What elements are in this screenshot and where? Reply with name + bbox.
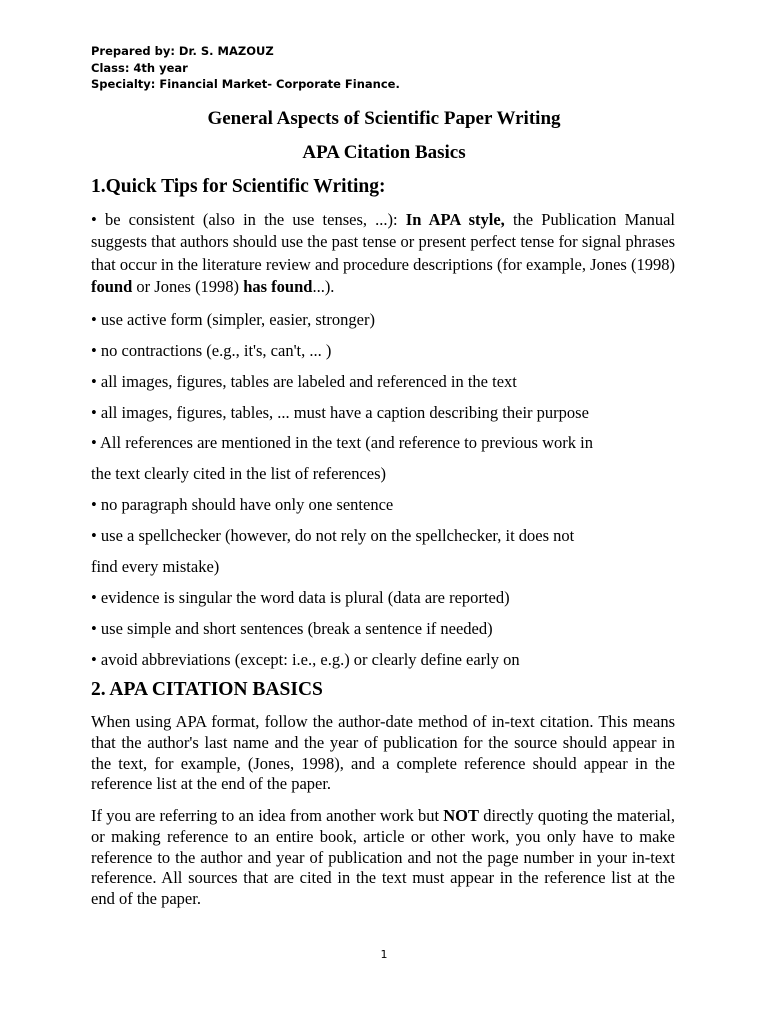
tip-line: • no contractions (e.g., it's, can't, ... ) xyxy=(91,341,332,360)
section2-heading: 2. APA CITATION BASICS xyxy=(91,679,323,700)
first-tip-paragraph: • be consistent (also in the use tenses, ...): In APA style, the Publication Manual suggests that authors should use the past tense or present perfect tense for signal phrases that occur in the literature review and procedure descriptions (for example, Jones (1998) found or Jones (1998) has found...). xyxy=(91,210,675,296)
tip-line: • all images, figures, tables, ... must have a caption describing their purpose xyxy=(91,403,589,422)
document-header xyxy=(91,43,400,93)
tip-line: • All references are mentioned in the text (and reference to previous work in xyxy=(91,433,593,452)
tip-line: • avoid abbreviations (except: i.e., e.g.) or clearly define early on xyxy=(91,650,520,669)
emphasis: has found xyxy=(243,276,313,296)
tip-line: find every mistake) xyxy=(91,557,220,576)
tip-line: • evidence is singular the word data is plural (data are reported) xyxy=(91,588,510,607)
specialty-line: Specialty: Financial Market- Corporate Finance. xyxy=(91,77,400,91)
document-subtitle: APA Citation Basics xyxy=(302,142,466,163)
emphasis: In APA style, xyxy=(405,210,505,229)
page-number: 1 xyxy=(380,948,388,961)
tip-line: • use simple and short sentences (break a sentence if needed) xyxy=(91,619,493,638)
section1-heading: 1.Quick Tips for Scientific Writing: xyxy=(91,176,386,197)
emphasis: NOT xyxy=(443,806,480,825)
tip-line: • all images, figures, tables are labeled and referenced in the text xyxy=(91,372,517,391)
tip-line: • use active form (simpler, easier, stronger) xyxy=(91,310,375,329)
apa-paragraph-2: If you are referring to an idea from another work but NOT directly quoting the material, or making reference to an entire book, article or other work, you only have to make reference to the author and year of publication and not the page number in your in-text reference. All sources that are cited in the text must appear in the reference list at the end of the paper. xyxy=(91,806,675,909)
prepared-by: Prepared by: Dr. S. MAZOUZ xyxy=(91,44,274,58)
emphasis: found xyxy=(91,276,133,296)
tip-line: • no paragraph should have only one sentence xyxy=(91,495,394,514)
apa-paragraph-1: When using APA format, follow the author-date method of in-text citation. This means that the author's last name and the year of publication for the source should appear in the text, for example, (Jones, 1998), and a complete reference should appear in the reference list at the end of the paper. xyxy=(91,712,675,794)
tip-line: the text clearly cited in the list of references) xyxy=(91,464,387,483)
tip-line: • use a spellchecker (however, do not rely on the spellchecker, it does not xyxy=(91,526,575,545)
class-line: Class: 4th year xyxy=(91,60,188,75)
document-title: General Aspects of Scientific Paper Writing xyxy=(207,108,561,129)
